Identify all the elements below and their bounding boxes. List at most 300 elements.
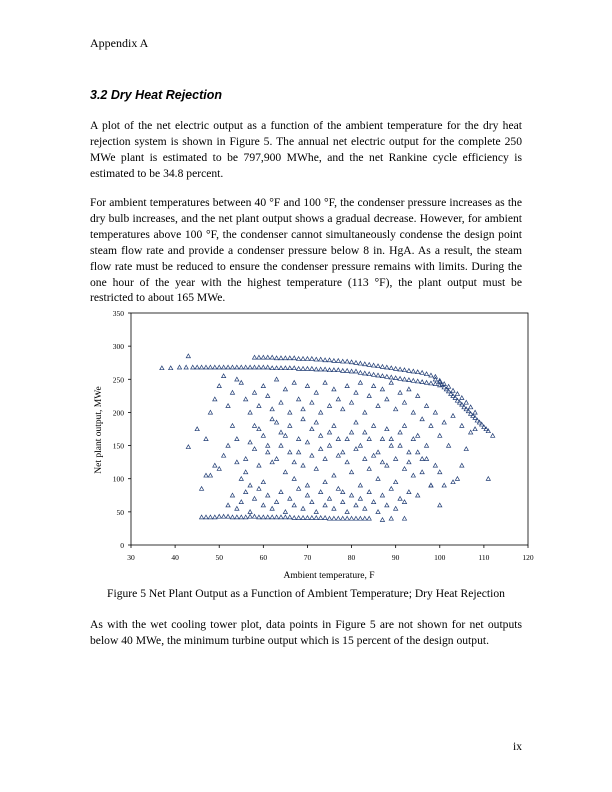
data-point: [310, 500, 314, 504]
data-point: [407, 387, 411, 391]
data-point: [297, 367, 301, 371]
data-point: [389, 516, 393, 520]
data-point: [261, 503, 265, 507]
data-point: [217, 365, 221, 369]
data-point: [433, 382, 437, 386]
data-point: [186, 445, 190, 449]
data-point: [416, 379, 420, 383]
data-point: [301, 367, 305, 371]
data-point: [385, 463, 389, 467]
data-point: [327, 430, 331, 434]
data-point: [327, 516, 331, 520]
data-point: [407, 490, 411, 494]
data-point: [451, 480, 455, 484]
data-point: [226, 514, 230, 518]
data-point: [389, 366, 393, 370]
data-point: [310, 453, 314, 457]
data-point: [473, 427, 477, 431]
data-point: [319, 357, 323, 361]
data-point: [420, 470, 424, 474]
data-point: [424, 457, 428, 461]
data-point: [332, 359, 336, 363]
data-point: [252, 390, 256, 394]
data-point: [402, 500, 406, 504]
data-point: [460, 463, 464, 467]
data-point: [433, 463, 437, 467]
data-point: [310, 357, 314, 361]
data-point: [301, 463, 305, 467]
data-point: [442, 420, 446, 424]
data-point: [292, 381, 296, 385]
data-point: [226, 365, 230, 369]
data-point: [270, 417, 274, 421]
data-point: [367, 467, 371, 471]
data-point: [402, 424, 406, 428]
y-tick-label: 250: [112, 375, 124, 385]
data-point: [429, 483, 433, 487]
data-point: [270, 407, 274, 411]
page-number: ix: [513, 741, 522, 753]
data-point: [394, 376, 398, 380]
appendix-header: Appendix A: [90, 36, 149, 50]
data-point: [235, 437, 239, 441]
x-tick-label: 90: [391, 553, 400, 562]
data-point: [380, 387, 384, 391]
data-point: [279, 400, 283, 404]
data-point: [314, 367, 318, 371]
data-point: [230, 493, 234, 497]
data-point: [407, 378, 411, 382]
data-point: [248, 483, 252, 487]
data-point: [292, 503, 296, 507]
data-point: [186, 354, 190, 358]
data-point: [363, 516, 367, 520]
data-point: [191, 365, 195, 369]
data-point: [274, 377, 278, 381]
data-point: [319, 410, 323, 414]
data-point: [376, 404, 380, 408]
data-point: [288, 497, 292, 501]
data-point: [464, 447, 468, 451]
data-point: [336, 397, 340, 401]
data-point: [354, 503, 358, 507]
data-point: [248, 510, 252, 514]
data-point: [424, 381, 428, 385]
data-point: [389, 437, 393, 441]
data-point: [349, 493, 353, 497]
data-point: [336, 437, 340, 441]
data-point: [394, 367, 398, 371]
data-point: [283, 470, 287, 474]
data-point: [394, 480, 398, 484]
data-point: [380, 437, 384, 441]
data-point: [341, 407, 345, 411]
data-point: [252, 424, 256, 428]
data-point: [372, 453, 376, 457]
data-point: [372, 500, 376, 504]
data-point: [323, 381, 327, 385]
data-point: [226, 404, 230, 408]
y-tick-label: 100: [112, 474, 124, 484]
data-point: [310, 516, 314, 520]
data-point: [345, 384, 349, 388]
data-point: [283, 434, 287, 438]
data-point: [367, 394, 371, 398]
data-point: [226, 503, 230, 507]
data-point: [283, 510, 287, 514]
data-point: [349, 470, 353, 474]
data-point: [270, 506, 274, 510]
y-tick-label: 300: [112, 342, 124, 352]
data-point: [416, 394, 420, 398]
data-point: [354, 361, 358, 365]
data-point: [279, 356, 283, 360]
data-point: [319, 490, 323, 494]
data-point: [442, 483, 446, 487]
data-point: [160, 366, 164, 370]
data-point: [270, 460, 274, 464]
data-point: [305, 384, 309, 388]
data-point: [305, 367, 309, 371]
data-point: [292, 460, 296, 464]
data-point: [438, 434, 442, 438]
data-point: [327, 368, 331, 372]
data-point: [380, 460, 384, 464]
data-point: [438, 503, 442, 507]
data-point: [217, 467, 221, 471]
data-point: [389, 487, 393, 491]
data-point: [385, 397, 389, 401]
data-point: [184, 365, 188, 369]
data-point: [204, 365, 208, 369]
data-point: [279, 490, 283, 494]
data-point: [341, 500, 345, 504]
data-point: [222, 453, 226, 457]
data-point: [292, 356, 296, 360]
data-point: [429, 373, 433, 377]
data-point: [297, 516, 301, 520]
data-point: [288, 515, 292, 519]
data-point: [266, 365, 270, 369]
paragraph-condenser: For ambient temperatures between 40 °F and 100 °F, the condenser pressure increases as the dry bulb increases, and the net plant output shows a gradual decrease. However, for ambient temperatures above 100 °F, the condenser cannot simultaneously condense the design point steam flow rate and provide a condenser pressure below 8 in. HgA. As a result, the steam flow rate must be reduced to ensure the condenser pressure remains with limits. During the one hour of the year with the highest temperature (113 °F), the plant output must be restricted to about 165 MWe.: [90, 196, 522, 305]
data-point: [319, 434, 323, 438]
data-point: [297, 437, 301, 441]
data-point: [385, 503, 389, 507]
data-point: [367, 490, 371, 494]
data-point: [297, 357, 301, 361]
data-point: [305, 493, 309, 497]
data-point: [266, 450, 270, 454]
data-point: [394, 457, 398, 461]
data-point: [420, 380, 424, 384]
data-point: [248, 514, 252, 518]
data-point: [244, 457, 248, 461]
data-point: [297, 450, 301, 454]
data-point: [367, 372, 371, 376]
data-point: [310, 427, 314, 431]
data-point: [252, 365, 256, 369]
data-point: [274, 356, 278, 360]
data-point: [213, 397, 217, 401]
data-point: [372, 384, 376, 388]
data-point: [332, 368, 336, 372]
data-point: [424, 404, 428, 408]
data-point: [398, 443, 402, 447]
data-point: [230, 515, 234, 519]
data-point: [230, 390, 234, 394]
data-point: [217, 384, 221, 388]
data-point: [257, 487, 261, 491]
data-point: [455, 477, 459, 481]
data-point: [332, 424, 336, 428]
data-point: [199, 487, 203, 491]
data-point: [358, 381, 362, 385]
data-point: [349, 360, 353, 364]
data-point: [169, 366, 173, 370]
data-point: [398, 377, 402, 381]
data-point: [433, 410, 437, 414]
data-point: [349, 400, 353, 404]
data-point: [248, 365, 252, 369]
data-point: [407, 460, 411, 464]
data-point: [239, 515, 243, 519]
data-point: [213, 463, 217, 467]
data-point: [411, 379, 415, 383]
data-point: [199, 515, 203, 519]
data-point: [314, 357, 318, 361]
data-point: [248, 440, 252, 444]
data-point: [376, 450, 380, 454]
data-point: [208, 473, 212, 477]
data-point: [455, 392, 459, 396]
data-point: [376, 510, 380, 514]
data-point: [429, 424, 433, 428]
data-point: [354, 390, 358, 394]
data-point: [389, 381, 393, 385]
data-point: [389, 375, 393, 379]
data-point: [402, 516, 406, 520]
data-point: [230, 365, 234, 369]
data-point: [244, 397, 248, 401]
data-point: [464, 400, 468, 404]
data-point: [301, 407, 305, 411]
data-point: [270, 515, 274, 519]
data-point: [460, 424, 464, 428]
data-point: [244, 490, 248, 494]
data-point: [394, 506, 398, 510]
data-point: [469, 405, 473, 409]
data-point: [244, 515, 248, 519]
data-point: [266, 515, 270, 519]
data-point: [358, 497, 362, 501]
data-point: [341, 450, 345, 454]
data-point: [323, 503, 327, 507]
data-point: [416, 370, 420, 374]
data-point: [261, 365, 265, 369]
data-point: [372, 373, 376, 377]
x-tick-label: 110: [478, 553, 490, 562]
data-point: [385, 365, 389, 369]
data-point: [389, 443, 393, 447]
data-point: [305, 357, 309, 361]
data-point: [332, 516, 336, 520]
data-point: [305, 516, 309, 520]
data-point: [257, 365, 261, 369]
data-point: [261, 434, 265, 438]
data-point: [257, 515, 261, 519]
data-point: [358, 516, 362, 520]
data-point: [486, 477, 490, 481]
data-point: [411, 369, 415, 373]
data-point: [301, 417, 305, 421]
data-point: [367, 363, 371, 367]
data-point: [301, 516, 305, 520]
data-point: [447, 443, 451, 447]
data-point: [257, 427, 261, 431]
data-point: [301, 506, 305, 510]
x-tick-label: 100: [434, 553, 446, 562]
data-point: [402, 377, 406, 381]
data-point: [411, 437, 415, 441]
y-tick-label: 200: [112, 408, 124, 418]
data-point: [473, 410, 477, 414]
x-axis-label: Ambient temperature, F: [283, 571, 375, 581]
data-point: [358, 443, 362, 447]
data-point: [420, 457, 424, 461]
data-point: [244, 365, 248, 369]
data-point: [244, 470, 248, 474]
data-point: [239, 500, 243, 504]
data-point: [424, 443, 428, 447]
data-point: [424, 372, 428, 376]
data-point: [235, 377, 239, 381]
data-point: [305, 483, 309, 487]
data-point: [363, 371, 367, 375]
data-point: [252, 447, 256, 451]
data-point: [292, 477, 296, 481]
data-point: [363, 430, 367, 434]
data-point: [407, 450, 411, 454]
data-point: [248, 410, 252, 414]
data-point: [279, 443, 283, 447]
data-point: [199, 365, 203, 369]
data-point: [327, 443, 331, 447]
data-point: [367, 437, 371, 441]
data-point: [288, 450, 292, 454]
data-point: [376, 364, 380, 368]
x-tick-label: 60: [259, 553, 268, 562]
data-point: [349, 369, 353, 373]
data-point: [222, 514, 226, 518]
data-point: [336, 516, 340, 520]
data-point: [257, 404, 261, 408]
data-point: [469, 430, 473, 434]
data-point: [491, 434, 495, 438]
data-point: [319, 447, 323, 451]
data-point: [332, 473, 336, 477]
data-point: [402, 368, 406, 372]
data-point: [252, 355, 256, 359]
data-point: [261, 384, 265, 388]
data-point: [398, 367, 402, 371]
data-point: [354, 516, 358, 520]
data-point: [257, 355, 261, 359]
data-point: [372, 363, 376, 367]
data-point: [283, 387, 287, 391]
data-point: [336, 453, 340, 457]
data-point: [416, 450, 420, 454]
y-tick-label: 50: [116, 507, 124, 517]
data-point: [451, 388, 455, 392]
data-point: [341, 490, 345, 494]
data-point: [261, 515, 265, 519]
data-point: [323, 367, 327, 371]
data-point: [380, 374, 384, 378]
data-point: [376, 373, 380, 377]
data-point: [363, 506, 367, 510]
data-point: [235, 460, 239, 464]
data-point: [279, 515, 283, 519]
data-point: [239, 365, 243, 369]
data-point: [279, 430, 283, 434]
data-point: [301, 357, 305, 361]
data-point: [319, 516, 323, 520]
data-point: [252, 514, 256, 518]
data-point: [257, 463, 261, 467]
data-point: [345, 437, 349, 441]
data-point: [354, 447, 358, 451]
data-point: [283, 515, 287, 519]
data-point: [420, 417, 424, 421]
data-point: [292, 366, 296, 370]
data-point: [270, 355, 274, 359]
data-point: [314, 516, 318, 520]
data-point: [345, 510, 349, 514]
y-axis-label: Net plant output, MWe: [94, 386, 104, 474]
data-point: [349, 516, 353, 520]
data-point: [345, 359, 349, 363]
data-point: [319, 367, 323, 371]
data-point: [345, 460, 349, 464]
data-point: [266, 443, 270, 447]
data-point: [274, 515, 278, 519]
figure-caption: Figure 5 Net Plant Output as a Function of Ambient Temperature; Dry Heat Rejection: [107, 587, 505, 600]
data-point: [222, 365, 226, 369]
data-point: [204, 515, 208, 519]
data-point: [283, 366, 287, 370]
data-point: [222, 374, 226, 378]
data-point: [297, 397, 301, 401]
data-point: [314, 510, 318, 514]
data-point: [235, 365, 239, 369]
x-tick-label: 50: [215, 553, 223, 562]
data-point: [274, 366, 278, 370]
data-point: [327, 358, 331, 362]
data-point: [204, 473, 208, 477]
data-point: [398, 430, 402, 434]
data-point: [354, 369, 358, 373]
data-point: [288, 366, 292, 370]
paragraph-intro: A plot of the net electric output as a function of the ambient temperature for the dry heat rejection system is shown in Figure 5. The annual net electric output for the complete 250 MWe plant is estimated to be 797,900 MWhe, and the net Rankine cycle efficiency is estimated to be 34.8 percent.: [90, 119, 522, 180]
data-point: [385, 427, 389, 431]
data-point: [354, 420, 358, 424]
x-tick-label: 80: [347, 553, 356, 562]
data-point: [213, 515, 217, 519]
data-point: [398, 390, 402, 394]
data-point: [230, 424, 234, 428]
data-point: [314, 467, 318, 471]
data-point: [288, 356, 292, 360]
